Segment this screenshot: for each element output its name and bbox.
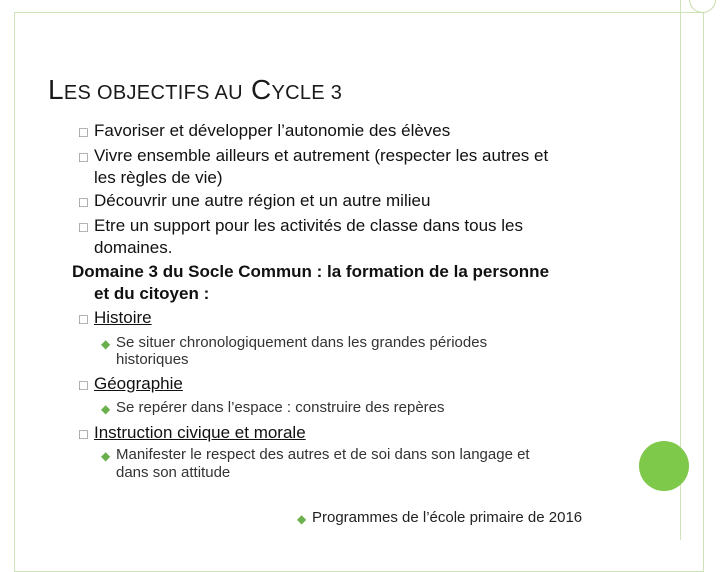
subject-detail: Manifester le respect des autres et de soi dans son langage et	[116, 446, 530, 463]
box-icon: ☐	[78, 379, 89, 393]
domain-heading: et du citoyen :	[94, 284, 210, 303]
subject-detail: Se situer chronologiquement dans les grandes périodes	[116, 334, 488, 351]
bullet-text: Découvrir une autre région et un autre milieu	[94, 191, 431, 210]
diamond-icon: ◆	[101, 337, 111, 351]
bullet-text: les règles de vie)	[94, 168, 223, 187]
box-icon: ☐	[78, 151, 89, 165]
box-icon: ☐	[78, 428, 89, 442]
subject-detail: Se repérer dans l’espace : construire des repères	[116, 399, 445, 416]
bullet-text: Etre un support pour les activités de classe dans tous les	[94, 216, 524, 235]
subject-detail: dans son attitude	[116, 464, 231, 481]
bullet-text: Vivre ensemble ailleurs et autrement (respecter les autres et	[94, 146, 549, 165]
box-icon: ☐	[78, 126, 89, 140]
diamond-icon: ◆	[101, 402, 111, 416]
decorative-circle-green	[639, 441, 689, 491]
domain-heading: Domaine 3 du Socle Commun : la formation de la personne	[72, 262, 550, 281]
diamond-icon: ◆	[101, 449, 111, 463]
bullet-text: domaines.	[94, 238, 173, 257]
box-icon: ☐	[78, 313, 89, 327]
subject-instruction: Instruction civique et morale	[94, 423, 306, 442]
footer-source: Programmes de l’école primaire de 2016	[312, 509, 583, 526]
subject-detail: historiques	[116, 351, 189, 368]
subject-histoire: Histoire	[94, 308, 152, 327]
subject-geographie: Géographie	[94, 374, 183, 393]
slide-title: LES OBJECTIFS AU CYCLE 3	[48, 74, 343, 105]
box-icon: ☐	[78, 196, 89, 210]
box-icon: ☐	[78, 221, 89, 235]
bullet-text: Favoriser et développer l’autonomie des élèves	[94, 121, 451, 140]
diamond-icon: ◆	[297, 512, 307, 526]
